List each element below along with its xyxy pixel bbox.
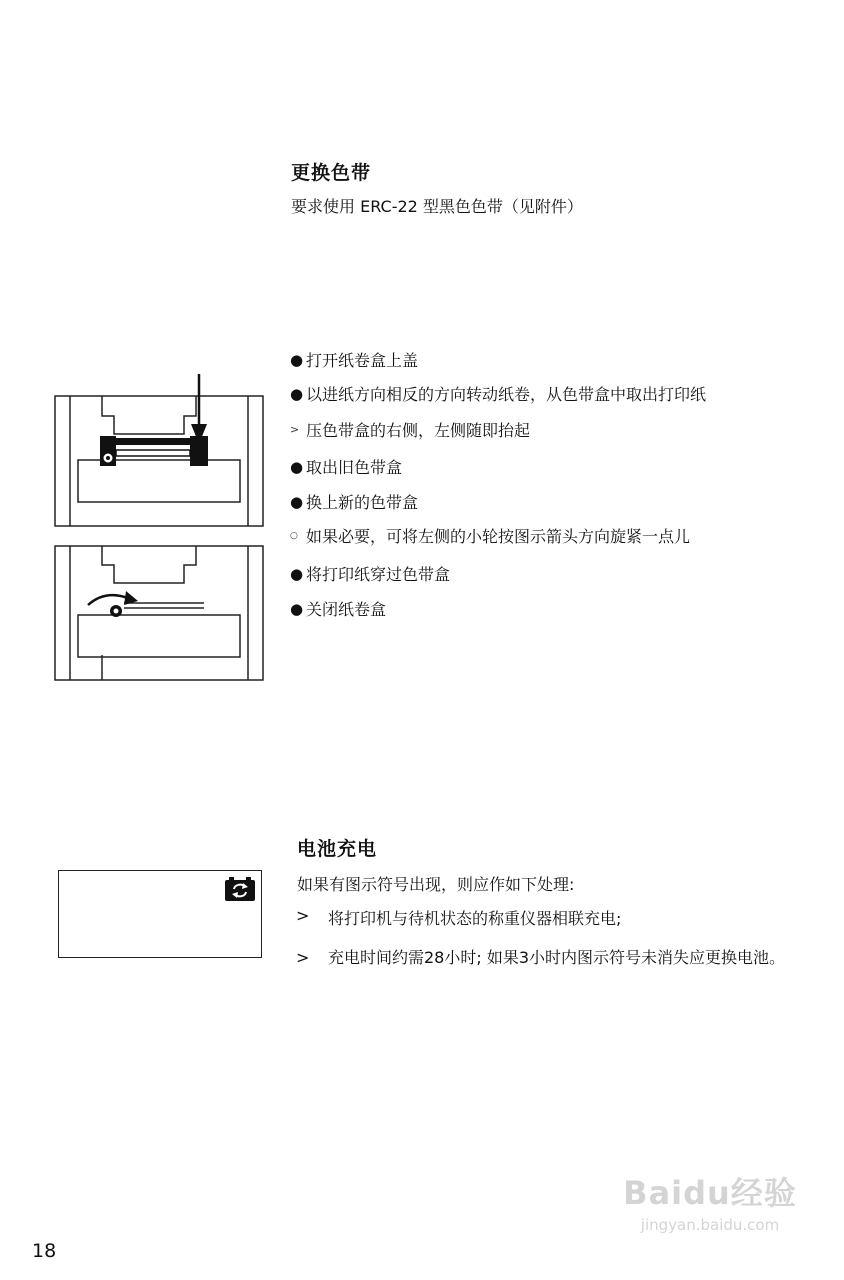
ribbon-step xyxy=(290,597,386,620)
ribbon-step xyxy=(290,418,530,441)
battery-step xyxy=(296,940,814,976)
arrow-marker-icon: > xyxy=(296,906,310,925)
ribbon-step-text: 打开纸卷盒上盖 xyxy=(306,351,419,370)
battery-section-title: 电池充电 xyxy=(297,838,378,860)
ribbon-step-text: 取出旧色带盒 xyxy=(306,458,403,477)
ribbon-step xyxy=(290,382,706,405)
watermark xyxy=(600,1168,820,1234)
battery-charge-icon xyxy=(225,877,255,901)
arrow-marker-icon: > xyxy=(290,423,300,436)
bullet-dot-icon: ● xyxy=(290,457,304,476)
ribbon-section-title: 更换色带 xyxy=(291,162,372,184)
ribbon-step-text: 换上新的色带盒 xyxy=(306,493,419,512)
bullet-dot-icon: ● xyxy=(290,492,304,511)
ribbon-step-text: 如果必要，可将左侧的小轮按图示箭头方向旋紧一点儿 xyxy=(306,527,691,546)
ribbon-step-text: 将打印纸穿过色带盒 xyxy=(306,565,451,584)
ribbon-step xyxy=(290,348,418,371)
battery-step-text: 将打印机与待机状态的称重仪器相联充电; xyxy=(328,909,622,928)
bullet-dot-icon: ● xyxy=(290,564,304,583)
ribbon-step xyxy=(290,524,690,547)
page-number: 18 xyxy=(32,1240,57,1262)
ribbon-removal-diagram xyxy=(54,372,264,528)
bullet-dot-icon: ● xyxy=(290,350,304,369)
ribbon-step xyxy=(290,562,450,585)
arrow-marker-icon: > xyxy=(296,948,310,967)
ribbon-step xyxy=(290,490,418,513)
ribbon-step-text: 以进纸方向相反的方向转动纸卷，从色带盒中取出打印纸 xyxy=(306,385,707,404)
battery-intro: 如果有图示符号出现，则应作如下处理: xyxy=(297,875,575,894)
battery-step-text: 充电时间约需28小时; 如果3小时内图示符号未消失应更换电池。 xyxy=(328,948,786,967)
bullet-dot-icon: ● xyxy=(290,384,304,403)
circle-marker-icon: ○ xyxy=(290,530,298,541)
battery-step xyxy=(296,906,826,929)
watermark-brand: Baidu经验 xyxy=(623,1174,797,1212)
ribbon-wheel-diagram xyxy=(54,545,264,682)
ribbon-section-subtitle: 要求使用 ERC-22 型黑色色带（见附件） xyxy=(291,197,583,216)
ribbon-step-text: 压色带盒的右侧，左侧随即抬起 xyxy=(306,421,531,440)
display-panel xyxy=(58,870,262,958)
watermark-url: jingyan.baidu.com xyxy=(640,1216,780,1234)
ribbon-step xyxy=(290,455,402,478)
ribbon-step-text: 关闭纸卷盒 xyxy=(306,600,387,619)
bullet-dot-icon: ● xyxy=(290,599,304,618)
